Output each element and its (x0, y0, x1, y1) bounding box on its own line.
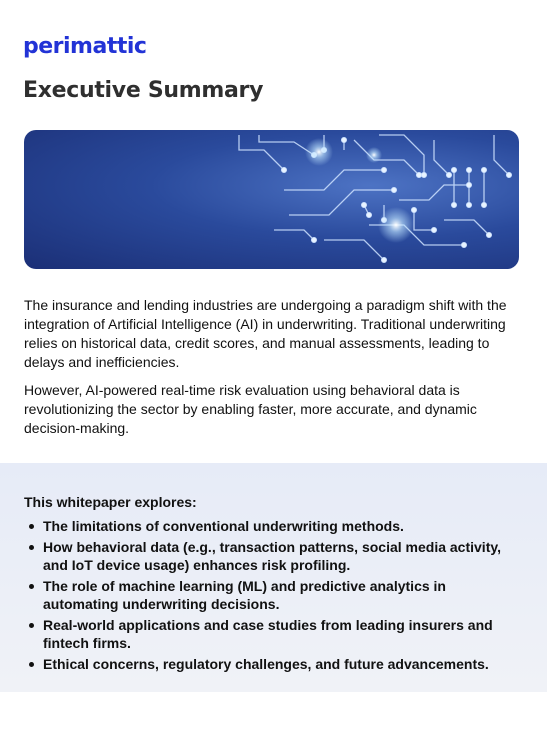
page-title: Executive Summary (23, 78, 264, 103)
intro-text (24, 296, 524, 447)
bullet-icon (29, 623, 34, 628)
list-item (24, 616, 519, 652)
bullet-icon (29, 584, 34, 589)
list-item-text: Real-world applications and case studies from leading insurers and fintech firms. (43, 617, 493, 651)
explore-section (0, 463, 547, 692)
bullet-icon (29, 662, 34, 667)
brand-logo: perimattic (23, 34, 147, 59)
list-item (24, 538, 519, 574)
list-item-text: The limitations of conventional underwriting methods. (43, 518, 404, 534)
bullet-icon (29, 524, 34, 529)
explore-list (24, 517, 519, 676)
list-item-text: How behavioral data (e.g., transaction patterns, social media activity, and IoT device usage) enhances risk profiling. (43, 539, 501, 573)
list-item-text: Ethical concerns, regulatory challenges, and future advancements. (43, 656, 489, 672)
list-item (24, 577, 519, 613)
explore-heading: This whitepaper explores: (24, 494, 197, 510)
intro-paragraph: However, AI-powered real-time risk evaluation using behavioral data is revolutionizing the sector by enabling faster, more accurate, and dynamic decision-making. (24, 382, 477, 436)
list-item (24, 655, 519, 673)
list-item (24, 517, 519, 535)
hero-circuit-image (24, 130, 519, 269)
list-item-text: The role of machine learning (ML) and predictive analytics in automating underwriting decisions. (43, 578, 446, 612)
circuit-board-icon (24, 130, 519, 269)
bullet-icon (29, 545, 34, 550)
intro-paragraph: The insurance and lending industries are undergoing a paradigm shift with the integration of Artificial Intelligence (AI) in underwriting. Traditional underwriting relies on historical data, credit scores, and manual assessments, leading to delays and inefficiencies. (24, 297, 507, 370)
